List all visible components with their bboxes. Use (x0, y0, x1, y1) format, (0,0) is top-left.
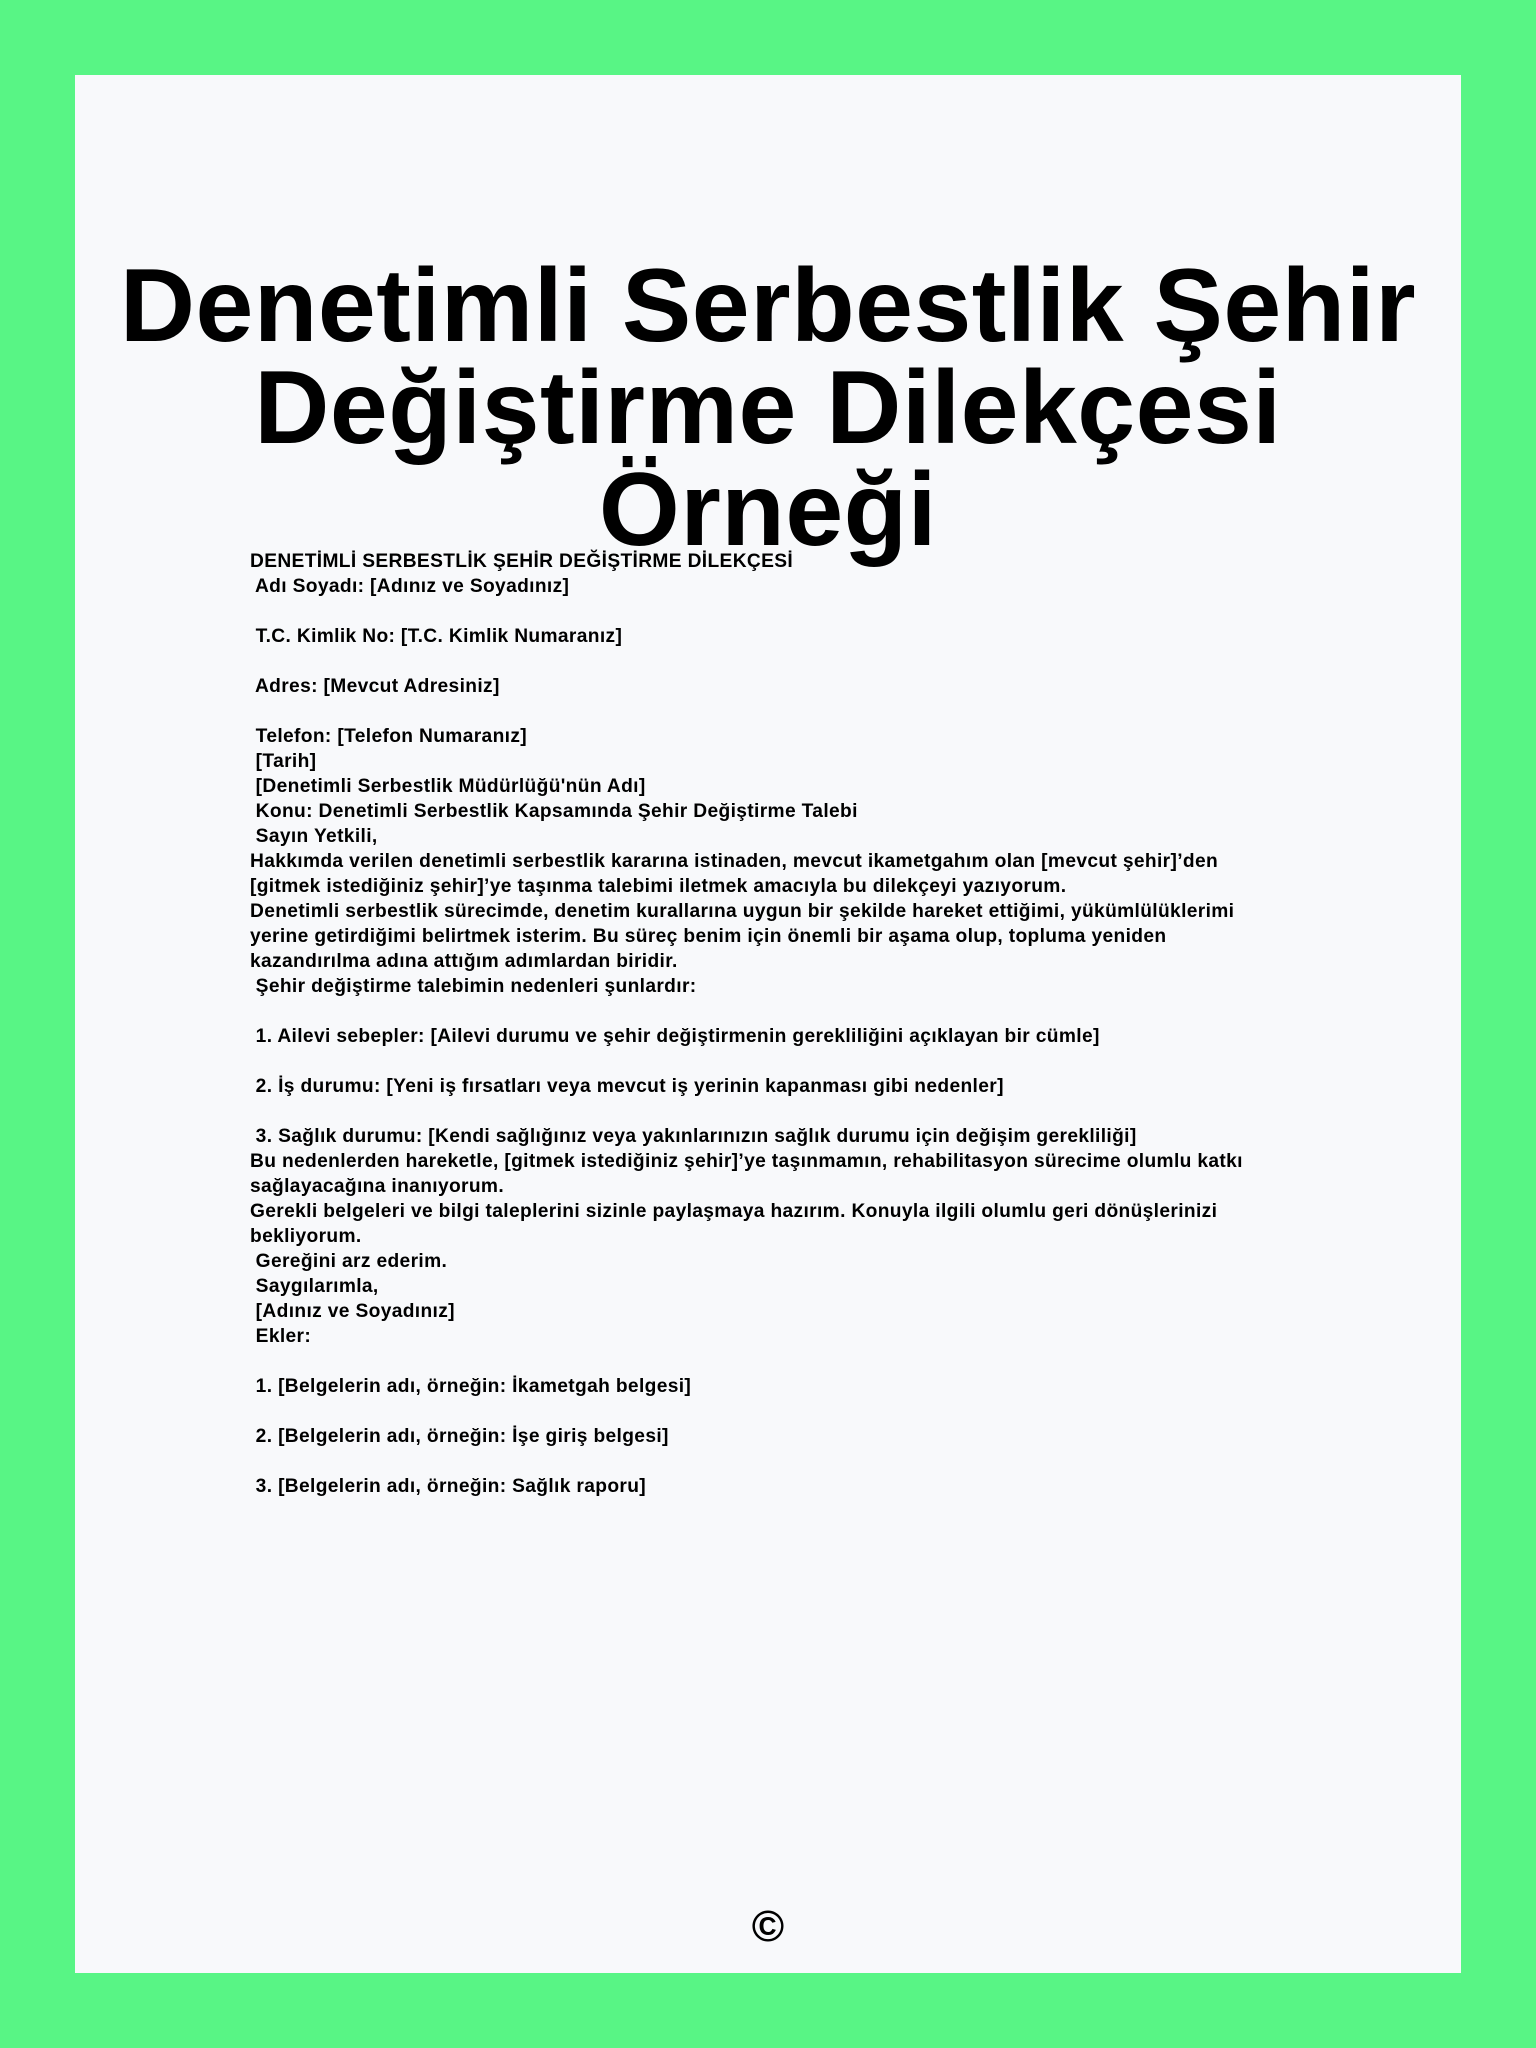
paragraph-3-line-1: Bu nedenlerden hareketle, [gitmek istediğiniz şehir]’ye taşınmamın, rehabilitasyon sürecime olumlu katkı (250, 1151, 1243, 1172)
attachment-1: 1. [Belgelerin adı, örneğin: İkametgah belgesi] (250, 1376, 692, 1397)
paragraph-4-line-1: Gerekli belgeleri ve bilgi taleplerini sizinle paylaşmaya hazırım. Konuyla ilgili olumlu geri dönüşlerinizi (250, 1201, 1218, 1222)
paragraph-2-line-1: Denetimli serbestlik sürecimde, denetim kurallarına uygun bir şekilde hareket ettiğimi, yükümlülüklerimi (250, 901, 1235, 922)
title-line-1: Denetimli Serbestlik Şehir (119, 248, 1417, 364)
phone-line: Telefon: [Telefon Numaranız] (250, 726, 528, 747)
title-line-2: Değiştirme Dilekçesi Örneği (254, 350, 1282, 568)
spacer (250, 1399, 1290, 1424)
paragraph-1-line-1: Hakkımda verilen denetimli serbestlik kararına istinaden, mevcut ikametgahım olan [mevcut şehir]’den (250, 851, 1219, 872)
reasons-intro: Şehir değiştirme talebimin nedenleri şunlardır: (250, 976, 697, 997)
closing-line-1: Gereğini arz ederim. (250, 1251, 448, 1272)
salutation-line: Sayın Yetkili, (250, 826, 378, 847)
attachment-3: 3. [Belgelerin adı, örneğin: Sağlık raporu] (250, 1476, 647, 1497)
paragraph-4-line-2: bekliyorum. (250, 1226, 362, 1247)
paragraph-3-line-2: sağlayacağına inanıyorum. (250, 1176, 505, 1197)
spacer (250, 1349, 1290, 1374)
petition-body (250, 549, 1290, 1499)
document-page (75, 75, 1461, 1973)
page-title (75, 248, 1461, 568)
spacer (250, 1099, 1290, 1124)
paragraph-2-line-3: kazandırılma adına attığım adımlardan biridir. (250, 951, 678, 972)
attachments-label: Ekler: (250, 1326, 312, 1347)
petition-heading: DENETİMLİ SERBESTLİK ŞEHİR DEĞİŞTİRME DİLEKÇESİ (250, 551, 794, 572)
spacer (250, 699, 1290, 724)
reason-1: 1. Ailevi sebepler: [Ailevi durumu ve şehir değiştirmenin gerekliliğini açıklayan bir cümle] (250, 1026, 1100, 1047)
spacer (250, 599, 1290, 624)
closing-line-2: Saygılarımla, (250, 1276, 379, 1297)
office-line: [Denetimli Serbestlik Müdürlüğü'nün Adı] (250, 776, 646, 797)
spacer (250, 1449, 1290, 1474)
address-line: Adres: [Mevcut Adresiniz] (250, 676, 500, 697)
spacer (250, 649, 1290, 674)
tc-line: T.C. Kimlik No: [T.C. Kimlik Numaranız] (250, 626, 623, 647)
paragraph-1-line-2: [gitmek istediğiniz şehir]’ye taşınma talebimi iletmek amacıyla bu dilekçeyi yazıyorum. (250, 876, 1067, 897)
subject-line: Konu: Denetimli Serbestlik Kapsamında Şehir Değiştirme Talebi (250, 801, 858, 822)
name-line: Adı Soyadı: [Adınız ve Soyadınız] (250, 576, 570, 597)
date-line: [Tarih] (250, 751, 317, 772)
paragraph-2-line-2: yerine getirdiğimi belirtmek isterim. Bu süreç benim için önemli bir aşama olup, topluma yeniden (250, 926, 1167, 947)
reason-2: 2. İş durumu: [Yeni iş fırsatları veya mevcut iş yerinin kapanması gibi nedenler] (250, 1076, 1004, 1097)
copyright-icon: © (751, 1902, 785, 1951)
signature-line: [Adınız ve Soyadınız] (250, 1301, 455, 1322)
spacer (250, 1049, 1290, 1074)
spacer (250, 999, 1290, 1024)
reason-3: 3. Sağlık durumu: [Kendi sağlığınız veya yakınlarınızın sağlık durumu için değişim gerekliliği] (250, 1126, 1137, 1147)
attachment-2: 2. [Belgelerin adı, örneğin: İşe giriş belgesi] (250, 1426, 669, 1447)
